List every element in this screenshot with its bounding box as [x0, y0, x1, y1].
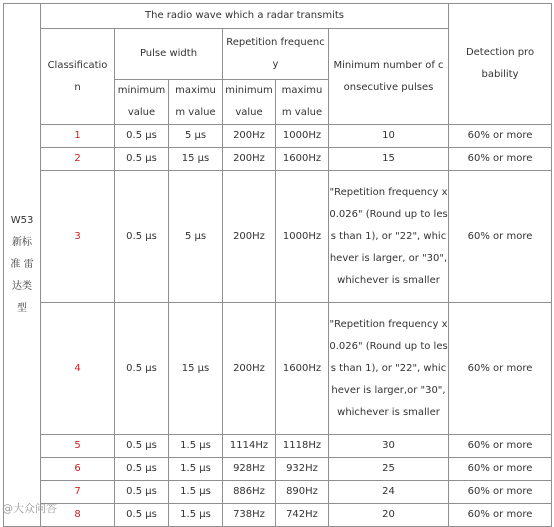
pulse-width-min-cell: 0.5 μs: [115, 458, 169, 481]
rep-freq-min-cell: 928Hz: [223, 458, 276, 481]
min-pulses-cell: 20: [329, 504, 449, 527]
pulse-width-min-cell: 0.5 μs: [115, 481, 169, 504]
min-pulses-cell: 24: [329, 481, 449, 504]
pulse-width-min-cell: 0.5 μs: [115, 303, 169, 435]
pulse-width-min-cell: 0.5 μs: [115, 504, 169, 527]
pulse-width-max-cell: 15 μs: [169, 148, 223, 171]
header-rf-max: maximum value: [276, 80, 329, 125]
header-pw-min: minimum value: [115, 80, 169, 125]
pulse-width-max-cell: 5 μs: [169, 125, 223, 148]
min-pulses-cell: 15: [329, 148, 449, 171]
detection-probability-cell: 60% or more: [449, 504, 552, 527]
classification-cell: 1: [41, 125, 115, 148]
pulse-width-min-cell: 0.5 μs: [115, 435, 169, 458]
pulse-width-min-cell: 0.5 μs: [115, 125, 169, 148]
detection-probability-cell: 60% or more: [449, 171, 552, 303]
table-row: [4, 171, 552, 303]
table-row: [4, 303, 552, 435]
detection-probability-cell: 60% or more: [449, 458, 552, 481]
min-pulses-cell: 10: [329, 125, 449, 148]
header-classification: Classification: [41, 29, 115, 125]
rep-freq-min-cell: 200Hz: [223, 148, 276, 171]
classification-cell: 8: [41, 504, 115, 527]
classification-cell: 6: [41, 458, 115, 481]
table-row: [4, 125, 552, 148]
pulse-width-max-cell: 1.5 μs: [169, 458, 223, 481]
table-row: [4, 481, 552, 504]
classification-cell: 5: [41, 435, 115, 458]
pulse-width-max-cell: 5 μs: [169, 171, 223, 303]
table-row: [4, 458, 552, 481]
rep-freq-min-cell: 1114Hz: [223, 435, 276, 458]
rep-freq-max-cell: 742Hz: [276, 504, 329, 527]
watermark-text: @大众问答: [2, 502, 57, 515]
table-title: The radio wave which a radar transmits: [41, 4, 449, 29]
rep-freq-max-cell: 1600Hz: [276, 303, 329, 435]
min-pulses-cell: 30: [329, 435, 449, 458]
detection-probability-cell: 60% or more: [449, 435, 552, 458]
detection-probability-cell: 60% or more: [449, 481, 552, 504]
radar-type-side-label: [4, 4, 41, 527]
table-row: [4, 435, 552, 458]
rep-freq-min-cell: 738Hz: [223, 504, 276, 527]
header-pw-max: maximum value: [169, 80, 223, 125]
rep-freq-max-cell: 1000Hz: [276, 171, 329, 303]
pulse-width-min-cell: 0.5 μs: [115, 148, 169, 171]
pulse-width-max-cell: 15 μs: [169, 303, 223, 435]
side-label-text: W53 新标准 雷达类型: [10, 215, 34, 314]
min-pulses-cell: 25: [329, 458, 449, 481]
rep-freq-min-cell: 200Hz: [223, 303, 276, 435]
classification-cell: 2: [41, 148, 115, 171]
table-row: [4, 504, 552, 527]
header-pulse-width: Pulse width: [115, 29, 223, 80]
pulse-width-min-cell: 0.5 μs: [115, 171, 169, 303]
rep-freq-max-cell: 1118Hz: [276, 435, 329, 458]
header-repetition-frequency: Repetition frequency: [223, 29, 329, 80]
rep-freq-max-cell: 890Hz: [276, 481, 329, 504]
min-pulses-cell: "Repetition frequency x 0.026" (Round up to less than 1), or "22", whichever is larger,or "30", whichever is smaller: [329, 303, 449, 435]
radar-spec-table: [3, 3, 552, 527]
classification-cell: 7: [41, 481, 115, 504]
rep-freq-max-cell: 932Hz: [276, 458, 329, 481]
rep-freq-min-cell: 886Hz: [223, 481, 276, 504]
rep-freq-max-cell: 1600Hz: [276, 148, 329, 171]
header-detection-probability: Detection probability: [449, 4, 552, 125]
header-rf-min: minimum value: [223, 80, 276, 125]
pulse-width-max-cell: 1.5 μs: [169, 481, 223, 504]
min-pulses-cell: "Repetition frequency x 0.026" (Round up to less than 1), or "22", whichever is larger, or "30", whichever is smaller: [329, 171, 449, 303]
pulse-width-max-cell: 1.5 μs: [169, 504, 223, 527]
rep-freq-min-cell: 200Hz: [223, 171, 276, 303]
pulse-width-max-cell: 1.5 μs: [169, 435, 223, 458]
detection-probability-cell: 60% or more: [449, 148, 552, 171]
classification-cell: 4: [41, 303, 115, 435]
rep-freq-min-cell: 200Hz: [223, 125, 276, 148]
header-min-consecutive-pulses: Minimum number of consecutive pulses: [329, 29, 449, 125]
detection-probability-cell: 60% or more: [449, 125, 552, 148]
table-row: [4, 148, 552, 171]
detection-probability-cell: 60% or more: [449, 303, 552, 435]
rep-freq-max-cell: 1000Hz: [276, 125, 329, 148]
classification-cell: 3: [41, 171, 115, 303]
